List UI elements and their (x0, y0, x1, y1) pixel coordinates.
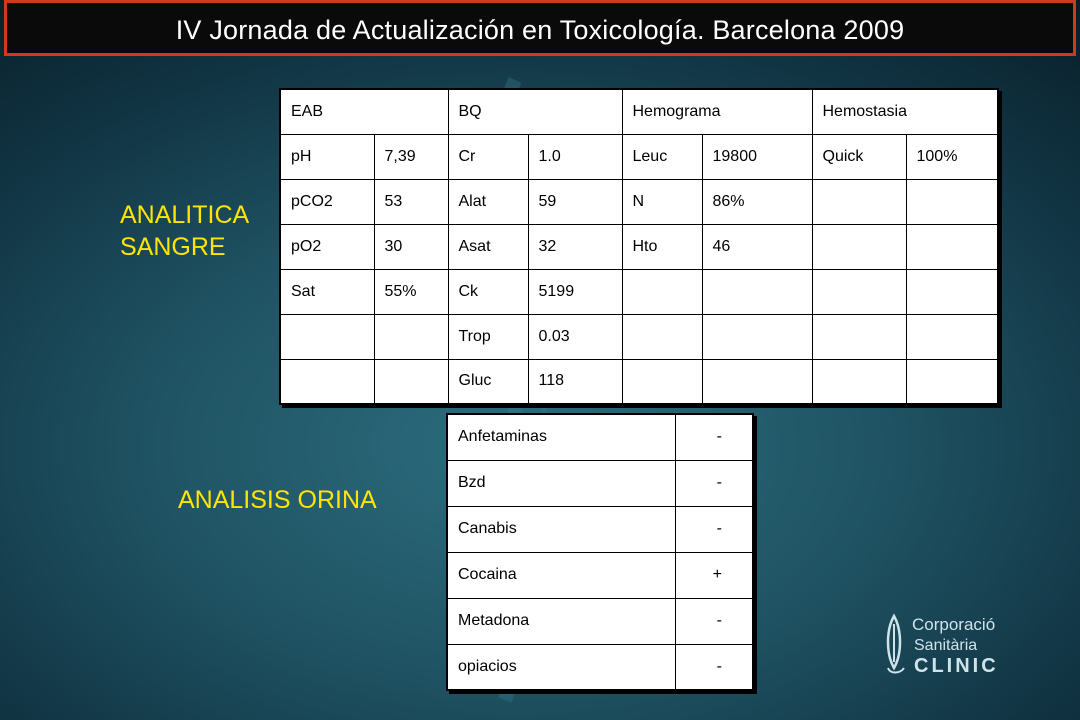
blood-label-line1: ANALITICA (120, 201, 250, 229)
test-result: - (675, 460, 753, 506)
table-cell: Sat (280, 269, 374, 314)
test-result: - (675, 644, 753, 690)
blood-label-line2: SANGRE (120, 233, 226, 261)
table-cell (812, 359, 906, 404)
table-cell: pCO2 (280, 179, 374, 224)
clinic-logo-icon (888, 616, 904, 673)
table-cell: 46 (702, 224, 812, 269)
table-cell: 100% (906, 134, 998, 179)
table-cell (702, 269, 812, 314)
table-cell: 30 (374, 224, 448, 269)
header-cell: BQ (448, 89, 622, 134)
table-cell (812, 179, 906, 224)
test-result: - (675, 598, 753, 644)
test-result: - (675, 506, 753, 552)
table-cell (906, 269, 998, 314)
table-row (280, 269, 998, 314)
substance-name: Bzd (447, 460, 675, 506)
table-cell: 1.0 (528, 134, 622, 179)
table-row (280, 314, 998, 359)
table-cell: 32 (528, 224, 622, 269)
table-cell: 19800 (702, 134, 812, 179)
clinic-logo (880, 608, 1030, 678)
substance-name: Canabis (447, 506, 675, 552)
table-cell (622, 269, 702, 314)
table-row (280, 179, 998, 224)
table-cell (280, 359, 374, 404)
table-row (280, 134, 998, 179)
urine-analysis-table (446, 413, 754, 691)
blood-table-body (280, 134, 998, 404)
logo-line2: Sanitària (914, 637, 978, 654)
urine-analysis-label: ANALISIS ORINA (178, 486, 377, 514)
table-row (280, 359, 998, 404)
urine-row (447, 644, 753, 690)
substance-name: Anfetaminas (447, 414, 675, 460)
table-cell: 55% (374, 269, 448, 314)
table-cell (374, 314, 448, 359)
table-cell: pO2 (280, 224, 374, 269)
table-cell (812, 314, 906, 359)
table-cell (906, 359, 998, 404)
table-cell: N (622, 179, 702, 224)
table-cell (622, 314, 702, 359)
blood-analysis-label (120, 199, 280, 263)
logo-line1: Corporació (912, 615, 996, 634)
urine-row (447, 460, 753, 506)
table-cell: Asat (448, 224, 528, 269)
urine-row (447, 506, 753, 552)
table-cell (280, 314, 374, 359)
urine-table-body (447, 414, 753, 690)
page-title: IV Jornada de Actualización en Toxicología. Barcelona 2009 (175, 15, 905, 45)
table-header-row (280, 89, 998, 134)
table-cell: 86% (702, 179, 812, 224)
logo-line3: CLINIC (914, 655, 999, 677)
table-cell (702, 314, 812, 359)
table-cell: 53 (374, 179, 448, 224)
test-result: + (675, 552, 753, 598)
table-cell (812, 269, 906, 314)
blood-analysis-table (279, 88, 999, 405)
header-cell: Hemograma (622, 89, 812, 134)
table-cell: Ck (448, 269, 528, 314)
header-cell: EAB (280, 89, 448, 134)
table-cell (906, 179, 998, 224)
table-cell (622, 359, 702, 404)
table-cell: Cr (448, 134, 528, 179)
substance-name: opiacios (447, 644, 675, 690)
header-cell: Hemostasia (812, 89, 998, 134)
urine-row (447, 598, 753, 644)
table-cell: 0.03 (528, 314, 622, 359)
table-cell: 118 (528, 359, 622, 404)
table-cell: Gluc (448, 359, 528, 404)
table-cell: Trop (448, 314, 528, 359)
test-result: - (675, 414, 753, 460)
table-cell (374, 359, 448, 404)
table-cell: 7,39 (374, 134, 448, 179)
table-row (280, 224, 998, 269)
table-cell (906, 314, 998, 359)
title-banner (4, 0, 1076, 56)
table-cell: 59 (528, 179, 622, 224)
urine-row (447, 552, 753, 598)
table-cell: Leuc (622, 134, 702, 179)
table-cell (702, 359, 812, 404)
table-cell: Alat (448, 179, 528, 224)
table-cell: Quick (812, 134, 906, 179)
substance-name: Metadona (447, 598, 675, 644)
table-cell: 5199 (528, 269, 622, 314)
table-cell (812, 224, 906, 269)
table-cell: pH (280, 134, 374, 179)
substance-name: Cocaina (447, 552, 675, 598)
urine-row (447, 414, 753, 460)
table-cell: Hto (622, 224, 702, 269)
table-cell (906, 224, 998, 269)
